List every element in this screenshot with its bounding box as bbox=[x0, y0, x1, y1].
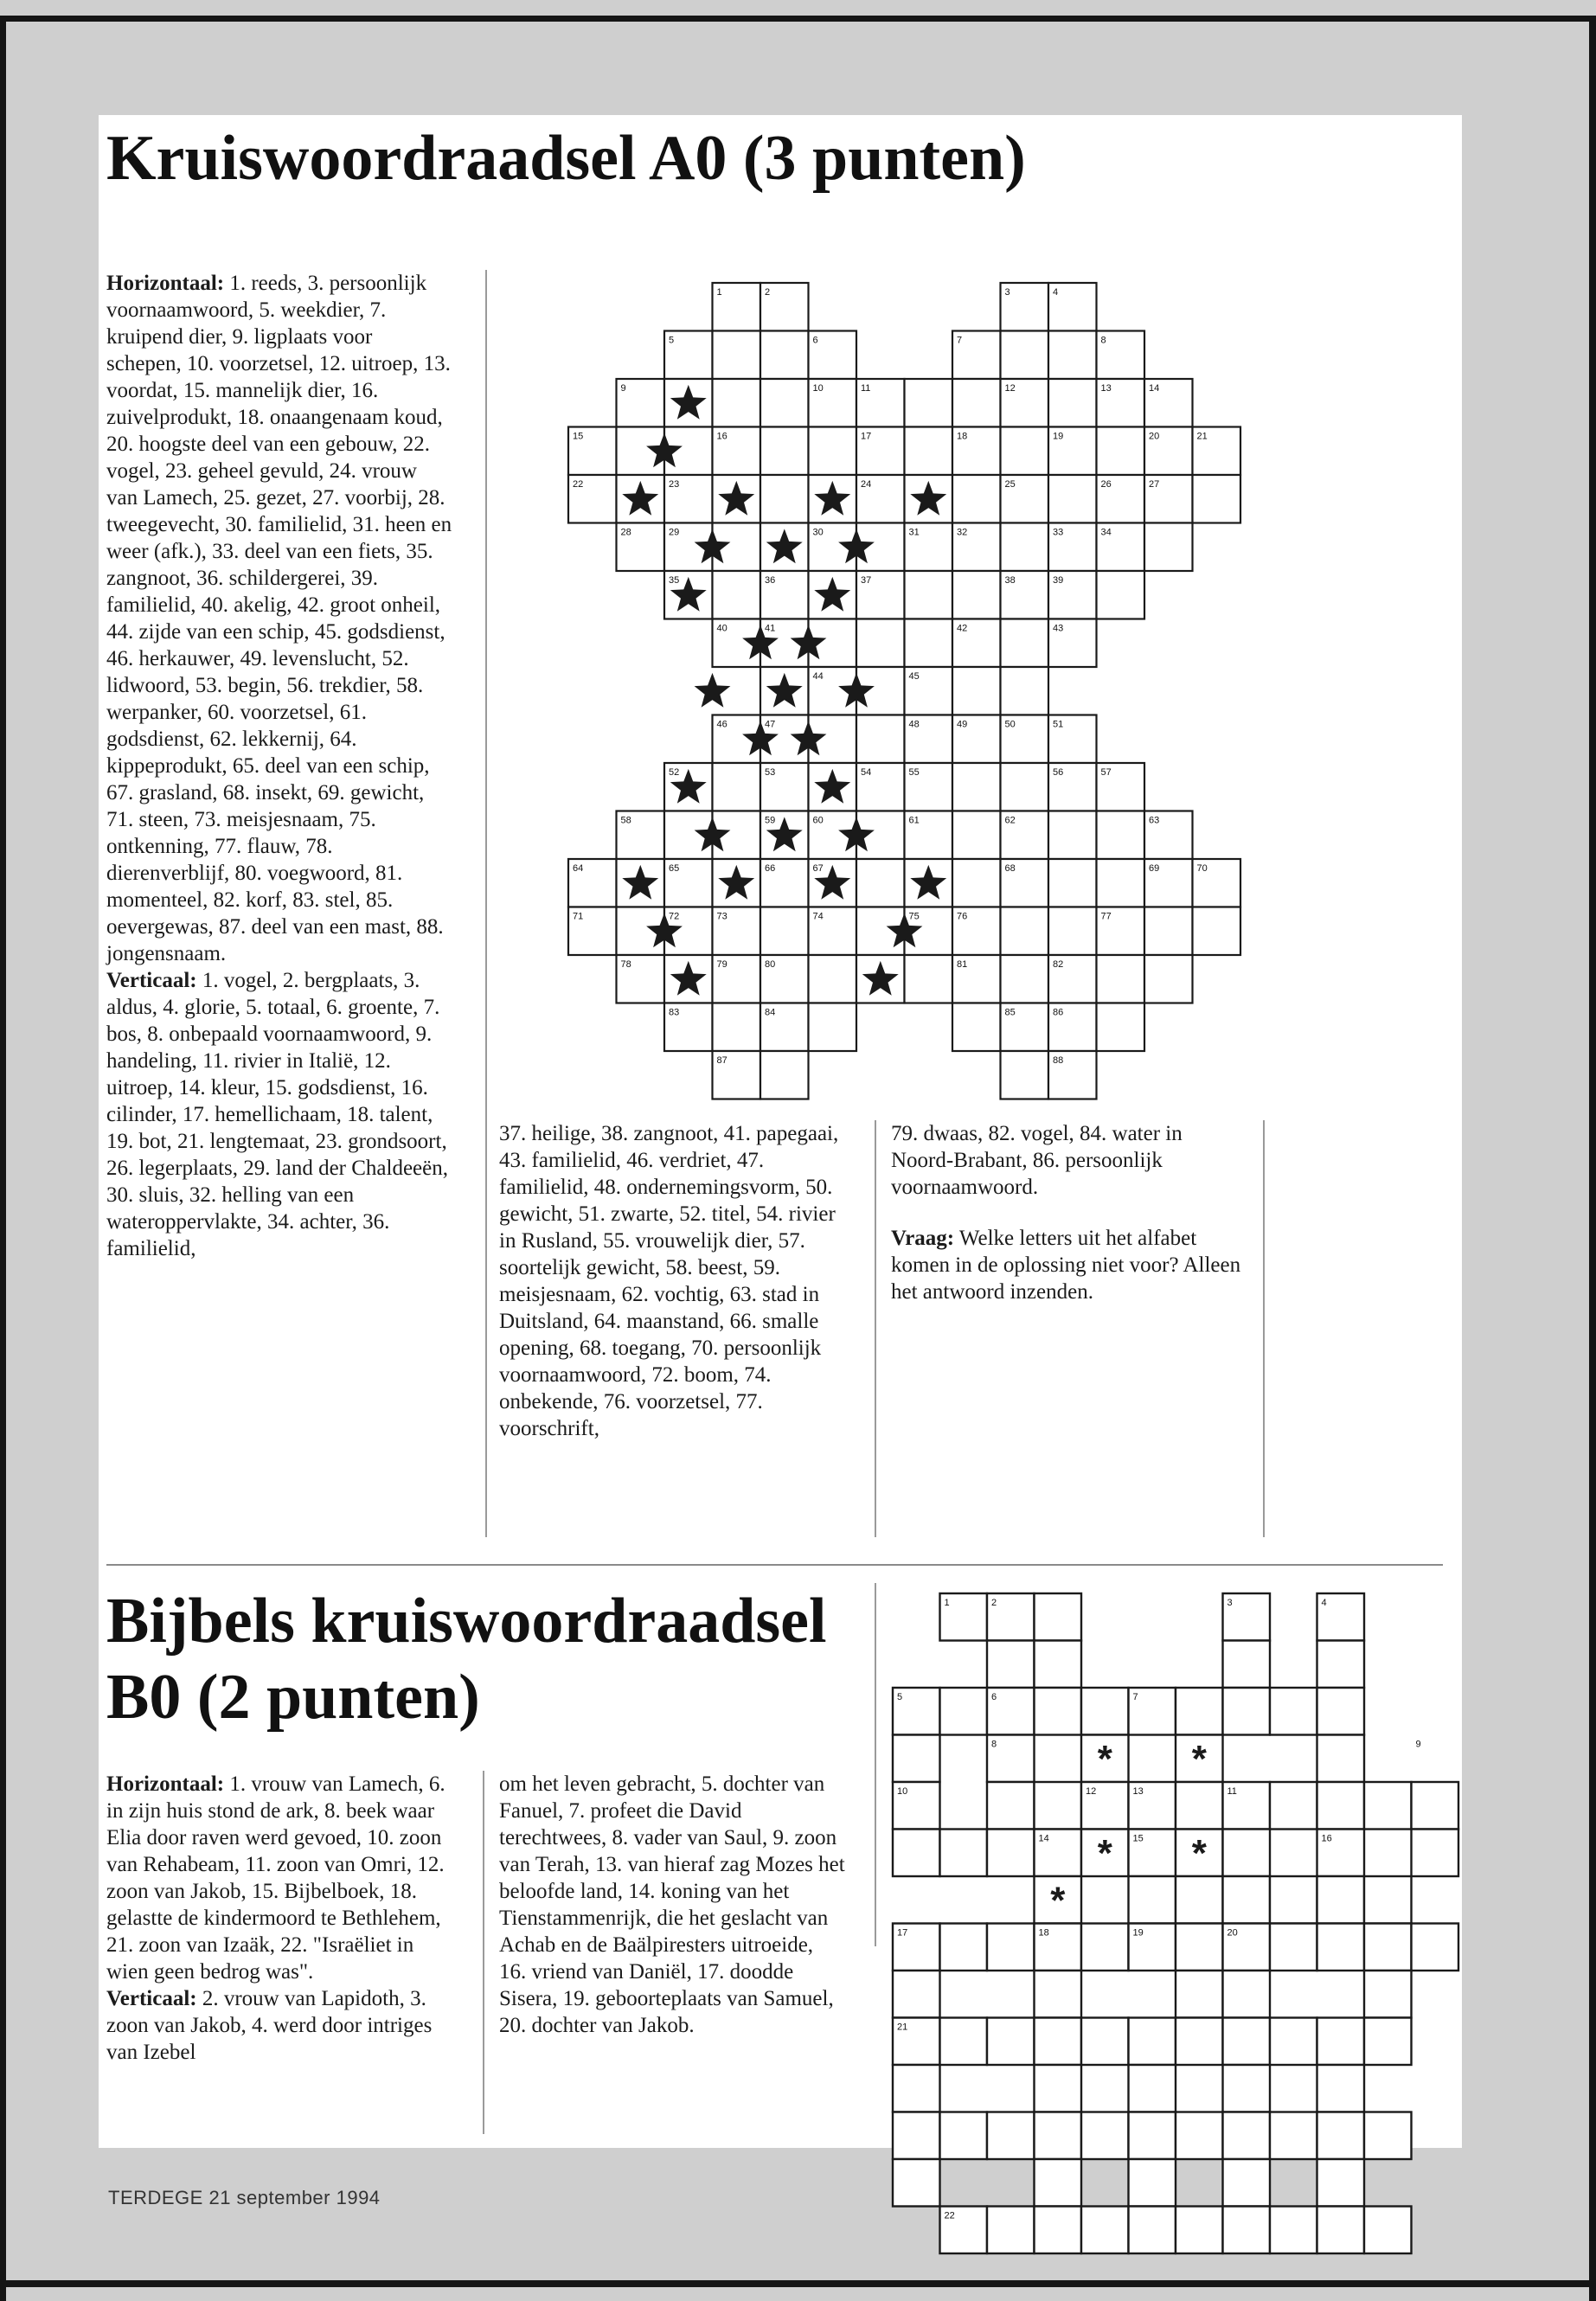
grid-cell bbox=[713, 1003, 761, 1052]
grid-cell bbox=[987, 1641, 1035, 1689]
grid-cell bbox=[1001, 427, 1049, 476]
crossword-grid-b bbox=[891, 1592, 1445, 2221]
grid-cell bbox=[987, 2018, 1035, 2066]
grid-cell bbox=[952, 811, 1001, 860]
cell-number: 19 bbox=[1132, 1927, 1144, 1939]
grid-cell bbox=[1412, 1830, 1459, 1877]
cell-number: 46 bbox=[716, 719, 727, 730]
cell-number: 4 bbox=[1321, 1598, 1327, 1608]
grid-cell bbox=[1035, 2018, 1082, 2066]
cell-number: 33 bbox=[1053, 527, 1064, 538]
cell-number: 66 bbox=[765, 863, 776, 874]
grid-cell bbox=[1317, 2018, 1365, 2066]
grid-cell bbox=[1223, 1971, 1271, 2018]
grid-cell bbox=[952, 1003, 1001, 1052]
cell-number: 28 bbox=[620, 527, 631, 538]
puzzle-a-column-1 bbox=[106, 270, 452, 1262]
grid-cell bbox=[856, 859, 905, 907]
grid-cell bbox=[1223, 1688, 1271, 1735]
cell-number: 5 bbox=[897, 1692, 903, 1702]
grid-cell bbox=[905, 379, 953, 427]
grid-cell bbox=[1144, 523, 1193, 572]
cell-number: 17 bbox=[861, 431, 872, 442]
grid-cell bbox=[809, 427, 857, 476]
cell-number: 62 bbox=[1004, 815, 1016, 826]
grid-cell bbox=[1317, 1688, 1365, 1735]
grid-cell bbox=[1001, 907, 1049, 956]
cell-number: 22 bbox=[944, 2210, 955, 2221]
cell-number: 9 bbox=[1415, 1739, 1421, 1750]
grid-cell bbox=[1035, 1782, 1082, 1830]
grid-cell bbox=[1097, 859, 1145, 907]
grid-cell bbox=[1317, 1735, 1365, 1783]
cell-number: 29 bbox=[669, 527, 680, 538]
cell-number: 5 bbox=[669, 335, 675, 346]
grid-cell bbox=[1001, 523, 1049, 572]
cell-number: 43 bbox=[1053, 623, 1064, 634]
grid-cell bbox=[1176, 1688, 1223, 1735]
cell-number: 1 bbox=[716, 287, 722, 298]
section-divider bbox=[106, 1564, 1443, 1566]
grid-cell bbox=[1193, 907, 1241, 956]
cell-number: 55 bbox=[908, 767, 920, 778]
grid-cell bbox=[760, 907, 809, 956]
grid-cell bbox=[1317, 1924, 1365, 1971]
grid-cell bbox=[952, 475, 1001, 523]
grid-cell bbox=[1001, 763, 1049, 811]
grid-cell bbox=[1097, 811, 1145, 860]
grid-cell bbox=[1270, 1924, 1317, 1971]
cell-number: 85 bbox=[1004, 1007, 1016, 1018]
cell-number: 34 bbox=[1100, 527, 1112, 538]
cell-number: 11 bbox=[1227, 1786, 1237, 1797]
grid-cell bbox=[1144, 907, 1193, 956]
cell-number: 60 bbox=[812, 815, 824, 826]
grid-cell bbox=[1176, 1782, 1223, 1830]
cell-number: 49 bbox=[957, 719, 968, 730]
cell-number: 2 bbox=[765, 287, 771, 298]
grid-cell bbox=[856, 619, 905, 668]
puzzle-b-column-2 bbox=[499, 1771, 845, 2039]
grid-cell bbox=[1270, 1876, 1317, 1924]
grid-cell bbox=[1364, 2018, 1412, 2066]
grid-cell bbox=[1035, 1593, 1082, 1641]
grid-cell bbox=[1035, 2207, 1082, 2254]
grid-cell bbox=[987, 2112, 1035, 2160]
grid-cell bbox=[1001, 331, 1049, 380]
cell-number: 10 bbox=[897, 1786, 908, 1797]
cell-number: 68 bbox=[1004, 863, 1016, 874]
asterisk-mark: * bbox=[1097, 1832, 1112, 1875]
column-divider bbox=[875, 1120, 876, 1537]
cell-number: 72 bbox=[669, 911, 680, 922]
grid-cell bbox=[952, 571, 1001, 619]
cell-number: 18 bbox=[1038, 1927, 1049, 1939]
puzzle-b-vertical-clues bbox=[106, 1985, 448, 2066]
cell-number: 56 bbox=[1053, 767, 1064, 778]
scan-edge-left bbox=[0, 16, 6, 2301]
cell-number: 36 bbox=[765, 575, 776, 586]
grid-cell bbox=[1193, 475, 1241, 523]
grid-cell bbox=[1048, 907, 1097, 956]
cell-number: 42 bbox=[957, 623, 968, 634]
cell-number: 2 bbox=[991, 1598, 997, 1608]
grid-cell bbox=[952, 667, 1001, 715]
grid-cell bbox=[760, 379, 809, 427]
cell-number: 23 bbox=[669, 479, 680, 490]
grid-cell bbox=[1081, 2112, 1129, 2160]
grid-cell bbox=[1176, 2018, 1223, 2066]
grid-cell bbox=[1048, 379, 1097, 427]
grid-cell bbox=[760, 427, 809, 476]
column-divider bbox=[483, 1771, 484, 2134]
vertical-label: Verticaal: bbox=[106, 969, 197, 992]
cell-number: 17 bbox=[897, 1927, 908, 1939]
grid-cell bbox=[940, 1924, 988, 1971]
cell-number: 4 bbox=[1053, 287, 1059, 298]
cell-number: 9 bbox=[620, 383, 626, 394]
grid-cell bbox=[1035, 2112, 1082, 2160]
vertical-label: Verticaal: bbox=[106, 1987, 197, 2010]
cell-number: 6 bbox=[812, 335, 818, 346]
grid-cell bbox=[1223, 2207, 1271, 2254]
grid-cell bbox=[1270, 2112, 1317, 2160]
grid-cell bbox=[1176, 1876, 1223, 1924]
grid-cell bbox=[1364, 1971, 1412, 2018]
cell-number: 71 bbox=[573, 911, 584, 922]
grid-cell bbox=[1035, 2065, 1082, 2112]
cell-number: 15 bbox=[1132, 1833, 1144, 1844]
cell-number: 82 bbox=[1053, 959, 1064, 970]
grid-cell bbox=[987, 1830, 1035, 1877]
grid-cell bbox=[1364, 1924, 1412, 1971]
cell-number: 3 bbox=[1227, 1598, 1233, 1608]
grid-cell bbox=[1081, 1924, 1129, 1971]
vertical-clue-continued: om het leven gebracht, 5. dochter van Fanuel, 7. profeet die David terechtwees, 8. vader van Saul, 9. zoon van Terah, 13. van hieraf zag Mozes het beloofde land, 14. koning van het Tienstammenrijk, die het geslacht van Achab en de Baälpiresters uitroeide, 16. vriend van Daniël, 17. doodde Sisera, 19. geboorteplaats van Samuel, 20. dochter van Jakob. bbox=[499, 1772, 845, 2037]
grid-cell bbox=[1364, 2112, 1412, 2160]
grid-cell bbox=[1223, 2018, 1271, 2066]
grid-cell bbox=[1035, 2159, 1082, 2207]
cell-number: 78 bbox=[620, 959, 631, 970]
grid-cell bbox=[1317, 2159, 1365, 2207]
cell-number: 14 bbox=[1038, 1833, 1049, 1844]
grid-cell bbox=[1270, 1782, 1317, 1830]
cell-number: 27 bbox=[1149, 479, 1160, 490]
cell-number: 35 bbox=[669, 575, 680, 586]
grid-cell bbox=[987, 1782, 1035, 1830]
column-divider bbox=[1263, 1120, 1265, 1537]
cell-number: 14 bbox=[1149, 383, 1160, 394]
cell-number: 12 bbox=[1004, 383, 1016, 394]
grid-cell bbox=[1129, 2018, 1176, 2066]
cell-number: 44 bbox=[812, 671, 824, 682]
grid-cell bbox=[1364, 2207, 1412, 2254]
grid-cell bbox=[893, 2112, 940, 2160]
column-divider bbox=[875, 1583, 876, 1946]
grid-cell bbox=[713, 763, 761, 811]
grid-cell bbox=[1048, 331, 1097, 380]
question-label: Vraag: bbox=[891, 1227, 955, 1250]
puzzle-b-horizontal-clues bbox=[106, 1771, 448, 1985]
grid-cell bbox=[1129, 2207, 1176, 2254]
cell-number: 63 bbox=[1149, 815, 1160, 826]
grid-cell bbox=[856, 715, 905, 764]
cell-number: 30 bbox=[812, 527, 824, 538]
grid-cell bbox=[1097, 427, 1145, 476]
grid-cell bbox=[940, 2018, 988, 2066]
grid-cell bbox=[1129, 1876, 1176, 1924]
grid-cell bbox=[1129, 2065, 1176, 2112]
cell-number: 65 bbox=[669, 863, 680, 874]
cell-number: 69 bbox=[1149, 863, 1160, 874]
grid-cell bbox=[1317, 1641, 1365, 1689]
cell-number: 19 bbox=[1053, 431, 1064, 442]
cell-number: 52 bbox=[669, 767, 680, 778]
cell-number: 41 bbox=[765, 623, 776, 634]
grid-cell bbox=[760, 1051, 809, 1099]
cell-number: 7 bbox=[1132, 1692, 1138, 1702]
grid-cell bbox=[952, 763, 1001, 811]
grid-cell bbox=[1176, 1971, 1223, 2018]
grid-cell bbox=[893, 2065, 940, 2112]
cell-number: 70 bbox=[1196, 863, 1208, 874]
grid-cell bbox=[1176, 1924, 1223, 1971]
cell-number: 47 bbox=[765, 719, 776, 730]
grid-cell bbox=[1223, 2159, 1271, 2207]
grid-cell bbox=[1048, 859, 1097, 907]
cell-number: 24 bbox=[861, 479, 872, 490]
grid-cell bbox=[940, 1830, 988, 1877]
cell-number: 6 bbox=[991, 1692, 997, 1702]
grid-cell bbox=[1144, 955, 1193, 1003]
cell-number: 32 bbox=[957, 527, 968, 538]
grid-cell bbox=[1129, 2159, 1176, 2207]
puzzle-a-horizontal-clues bbox=[106, 270, 452, 967]
grid-cell bbox=[760, 475, 809, 523]
scan-border-left bbox=[0, 0, 99, 2301]
grid-cell bbox=[713, 379, 761, 427]
horizontal-label: Horizontaal: bbox=[106, 272, 225, 295]
grid-cell bbox=[905, 571, 953, 619]
cell-number: 38 bbox=[1004, 575, 1016, 586]
cell-number: 75 bbox=[908, 911, 920, 922]
cell-number: 20 bbox=[1227, 1927, 1238, 1939]
grid-cell bbox=[1270, 2207, 1317, 2254]
cell-number: 1 bbox=[944, 1598, 950, 1608]
cell-number: 86 bbox=[1053, 1007, 1064, 1018]
grid-cell bbox=[713, 331, 761, 380]
grid-cell bbox=[1129, 2112, 1176, 2160]
cell-number: 39 bbox=[1053, 575, 1064, 586]
cell-number: 15 bbox=[573, 431, 584, 442]
puzzle-a-column-2 bbox=[499, 1120, 845, 1442]
grid-cell bbox=[1223, 2065, 1271, 2112]
cell-number: 11 bbox=[861, 383, 871, 394]
puzzle-b-title-line-2: B0 (2 punten) bbox=[106, 1662, 480, 1733]
grid-cell bbox=[1097, 571, 1145, 619]
grid-cell bbox=[1223, 2112, 1271, 2160]
horizontal-clue-text: 1. reeds, 3. persoonlijk voornaamwoord, 5. weekdier, 7. kruipend dier, 9. ligplaats voor schepen, 10. voorzetsel, 12. uitroep, 13. voordat, 15. mannelijk dier, 16. zuivelprodukt, 18. onaangenaam koud, 20. hoogste deel van een gebouw, 22. vogel, 23. geheel gevuld, 24. vrouw van Lamech, 25. gezet, 27. voorbij, 28. tweegevecht, 30. familielid, 31. heen en weer (afk.), 33. deel van een fiets, 35. zangnoot, 36. schildergerei, 39. familielid, 40. akelig, 42. groot onheil, 44. zijde van een schip, 45. godsdienst, 46. herkauwer, 49. levenslucht, 52. lidwoord, 53. begin, 56. trekdier, 58. werpanker, 60. voorzetsel, 61. godsdienst, 62. lekkernij, 64. kippeprodukt, 65. deel van een schip, 67. grasland, 68. insekt, 69. gewicht, 71. steen, 73. meisjesnaam, 75. ontkenning, 77. flauw, 78. dierenverblijf, 80. voegwoord, 81. momenteel, 82. korf, 83. stel, 85. oevergewas, 87. deel van een mast, 88. jongensnaam. bbox=[106, 272, 452, 965]
cell-number: 40 bbox=[716, 623, 727, 634]
cell-number: 53 bbox=[765, 767, 776, 778]
grid-cell bbox=[1001, 619, 1049, 668]
cell-number: 8 bbox=[991, 1739, 997, 1750]
cell-number: 13 bbox=[1100, 383, 1112, 394]
grid-cell bbox=[1081, 2018, 1129, 2066]
cell-number: 16 bbox=[716, 431, 727, 442]
cell-number: 67 bbox=[812, 863, 824, 874]
cell-number: 22 bbox=[573, 479, 584, 490]
page-footer: TERDEGE 21 september 1994 bbox=[108, 2187, 381, 2208]
cell-number: 21 bbox=[1196, 431, 1208, 442]
horizontal-label: Horizontaal: bbox=[106, 1772, 225, 1796]
grid-cell bbox=[1270, 1688, 1317, 1735]
grid-cell bbox=[987, 2207, 1035, 2254]
question-paragraph bbox=[891, 1225, 1246, 1305]
grid-cell bbox=[1317, 2112, 1365, 2160]
cell-number: 83 bbox=[669, 1007, 680, 1018]
grid-cell bbox=[1097, 1003, 1145, 1052]
cell-number: 3 bbox=[1004, 287, 1010, 298]
asterisk-mark: * bbox=[1097, 1738, 1112, 1781]
column-divider bbox=[485, 270, 487, 1537]
cell-number: 59 bbox=[765, 815, 776, 826]
grid-cell bbox=[1412, 1782, 1459, 1830]
grid-cell bbox=[1081, 1688, 1129, 1735]
cell-number: 57 bbox=[1100, 767, 1112, 778]
grid-cell bbox=[1317, 1782, 1365, 1830]
grid-cell bbox=[1081, 2207, 1129, 2254]
grid-cell bbox=[1412, 1924, 1459, 1971]
grid-cell bbox=[952, 859, 1001, 907]
vertical-clue-continued: 37. heilige, 38. zangnoot, 41. papegaai, 43. familielid, 46. verdriet, 47. familielid, 48. ondernemingsvorm, 50. gewicht, 51. zwarte, 52. titel, 54. rivier in Rusland, 55. vrouwelijk dier, 57. soortelijk gewicht, 58. beest, 59. meisjesnaam, 62. vochtig, 63. stad in Duitsland, 64. maanstand, 66. smalle opening, 68. toegang, 70. persoonlijk voornaamwoord, 72. boom, 74. onbekende, 76. voorzetsel, 77. voorschrift, bbox=[499, 1122, 839, 1440]
asterisk-mark: * bbox=[1191, 1832, 1207, 1875]
cell-number: 37 bbox=[861, 575, 872, 586]
crossword-grid-a bbox=[567, 281, 1397, 1101]
grid-cell bbox=[1317, 2065, 1365, 2112]
grid-cell bbox=[1001, 955, 1049, 1003]
grid-cell bbox=[1317, 2207, 1365, 2254]
cell-number: 20 bbox=[1149, 431, 1160, 442]
cell-number: 77 bbox=[1100, 911, 1112, 922]
cell-number: 51 bbox=[1053, 719, 1064, 730]
cell-number: 84 bbox=[765, 1007, 776, 1018]
grid-cell bbox=[1097, 955, 1145, 1003]
grid-cell bbox=[987, 1924, 1035, 1971]
cell-number: 8 bbox=[1100, 335, 1106, 346]
cell-number: 87 bbox=[716, 1055, 727, 1066]
cell-number: 7 bbox=[957, 335, 963, 346]
grid-cell bbox=[1364, 1876, 1412, 1924]
grid-cell bbox=[1176, 2112, 1223, 2160]
star-black-square bbox=[695, 673, 731, 708]
scan-edge-bottom bbox=[0, 2280, 1596, 2287]
cell-number: 64 bbox=[573, 863, 584, 874]
cell-number: 25 bbox=[1004, 479, 1016, 490]
cell-number: 80 bbox=[765, 959, 776, 970]
cell-number: 61 bbox=[908, 815, 920, 826]
grid-cell bbox=[1176, 2207, 1223, 2254]
grid-cell bbox=[809, 955, 857, 1003]
grid-cell bbox=[1223, 1641, 1271, 1689]
question-text: Welke letters uit het alfabet komen in de oplossing niet voor? Alleen het antwoord inzenden. bbox=[891, 1227, 1241, 1304]
vertical-clue-text: 1. vogel, 2. bergplaats, 3. aldus, 4. glorie, 5. totaal, 6. groente, 7. bos, 8. onbepaald voornaamwoord, 9. handeling, 11. rivier in Italië, 12. uitroep, 14. kleur, 15. godsdienst, 16. cilinder, 17. hemellichaam, 18. talent, 19. bot, 21. lengtemaat, 23. grondsoort, 26. legerplaats, 29. land der Chaldeeën, 30. sluis, 32. helling van een wateroppervlakte, 34. achter, 36. familielid, bbox=[106, 969, 448, 1260]
cell-number: 10 bbox=[812, 383, 824, 394]
puzzle-b-column-1 bbox=[106, 1771, 448, 2066]
puzzle-b-title-line-1: Bijbels kruiswoordraadsel bbox=[106, 1586, 827, 1657]
cell-number: 16 bbox=[1321, 1833, 1332, 1844]
grid-cell bbox=[1001, 667, 1049, 715]
asterisk-mark: * bbox=[1191, 1738, 1207, 1781]
grid-cell bbox=[1317, 1876, 1365, 1924]
asterisk-mark: * bbox=[1050, 1879, 1066, 1922]
grid-cell bbox=[893, 2159, 940, 2207]
grid-cell bbox=[905, 427, 953, 476]
grid-cell bbox=[905, 619, 953, 668]
cell-number: 54 bbox=[861, 767, 872, 778]
cell-number: 73 bbox=[716, 911, 727, 922]
grid-cell bbox=[1223, 1830, 1271, 1877]
grid-cell bbox=[940, 1688, 988, 1735]
grid-cell bbox=[1001, 1051, 1049, 1099]
grid-cell bbox=[1035, 1971, 1082, 2018]
cell-number: 26 bbox=[1100, 479, 1112, 490]
grid-cell bbox=[809, 1003, 857, 1052]
vertical-clue-text: 2. vrouw van Lapidoth, 3. zoon van Jakob, 4. werd door intriges van Izebel bbox=[106, 1987, 433, 2064]
puzzle-a-vertical-clues bbox=[106, 967, 452, 1262]
scan-border-right bbox=[1462, 0, 1596, 2301]
grid-cell bbox=[1270, 2018, 1317, 2066]
vertical-clue-end: 79. dwaas, 82. vogel, 84. water in Noord-Brabant, 86. persoonlijk voornaamwoord. bbox=[891, 1122, 1183, 1199]
cell-number: 12 bbox=[1086, 1786, 1097, 1797]
grid-cell bbox=[1035, 1641, 1082, 1689]
grid-cell bbox=[760, 331, 809, 380]
scan-edge-top bbox=[0, 16, 1596, 22]
cell-number: 50 bbox=[1004, 719, 1016, 730]
cell-number: 88 bbox=[1053, 1055, 1064, 1066]
grid-cell bbox=[1048, 475, 1097, 523]
cell-number: 31 bbox=[908, 527, 920, 538]
grid-cell bbox=[905, 955, 953, 1003]
cell-number: 81 bbox=[957, 959, 968, 970]
grid-cell bbox=[1048, 811, 1097, 860]
grid-cell bbox=[893, 1735, 940, 1783]
grid-cell bbox=[1223, 1876, 1271, 1924]
grid-cell bbox=[893, 1971, 940, 2018]
grid-cell bbox=[1035, 1688, 1082, 1735]
grid-cell bbox=[952, 379, 1001, 427]
cell-number: 21 bbox=[897, 2022, 908, 2033]
grid-cell bbox=[940, 2112, 988, 2160]
grid-cell bbox=[1364, 1782, 1412, 1830]
grid-cell bbox=[713, 571, 761, 619]
cell-number: 76 bbox=[957, 911, 968, 922]
horizontal-clue-text: 1. vrouw van Lamech, 6. in zijn huis stond de ark, 8. beek waar Elia door raven werd gevoed, 10. zoon van Rehabeam, 11. zoon van Omri, 12. zoon van Jakob, 15. Bijbelboek, 18. gelastte de kindermoord te Bethlehem, 21. zoon van Izaäk, 22. "Israëliet in wien geen bedrog was". bbox=[106, 1772, 445, 1984]
puzzle-a-column-3 bbox=[891, 1120, 1246, 1305]
cell-number: 79 bbox=[716, 959, 727, 970]
cell-number: 58 bbox=[620, 815, 631, 826]
cell-number: 18 bbox=[957, 431, 968, 442]
puzzle-a-title: Kruiswoordraadsel A0 (3 punten) bbox=[106, 123, 1026, 194]
scan-edge-right bbox=[1589, 16, 1596, 2301]
cell-number: 48 bbox=[908, 719, 920, 730]
cell-number: 74 bbox=[812, 911, 824, 922]
grid-cell bbox=[893, 1830, 940, 1877]
cell-number: 13 bbox=[1132, 1786, 1144, 1797]
cell-number: 45 bbox=[908, 671, 920, 682]
